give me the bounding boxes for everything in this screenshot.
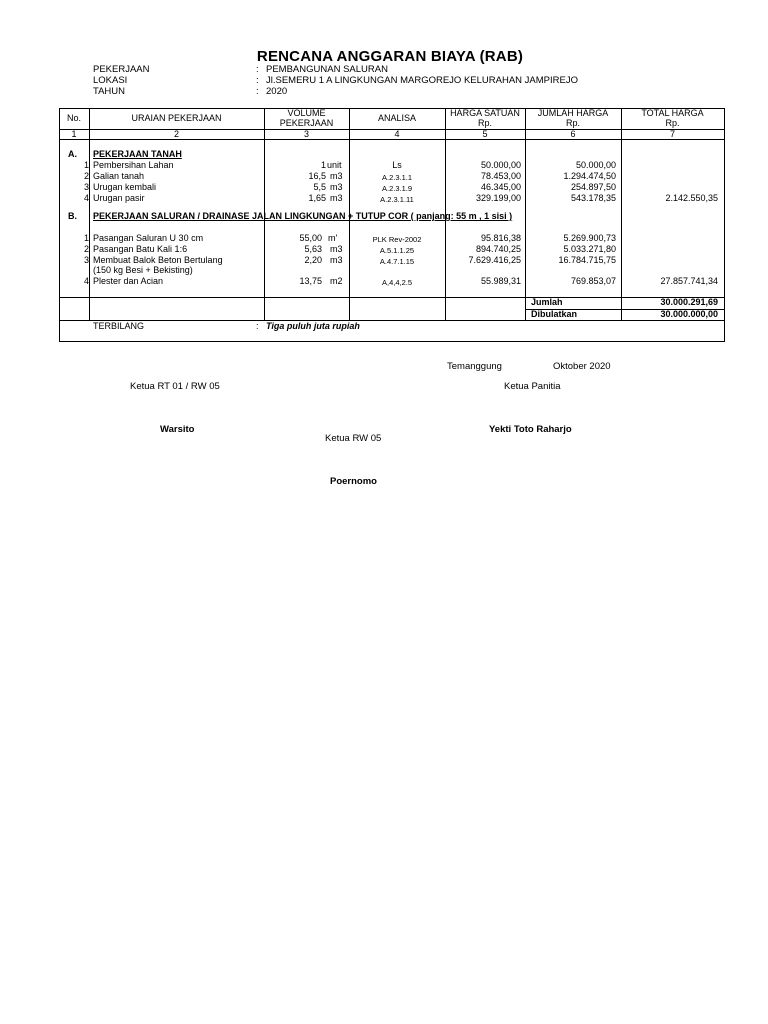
section-b-title: PEKERJAAN SALURAN / DRAINASE JALAN LINGKUNGAN + TUTUP COR ( panjang: 55 m , 1 sisi ) <box>93 211 513 221</box>
row-unit: m3 <box>330 255 343 265</box>
row-harga: 95.816,38 <box>480 233 521 243</box>
row-harga: 329.199,00 <box>475 193 521 203</box>
row-no: 4 <box>83 193 89 203</box>
row-harga: 7.629.416,25 <box>468 255 521 265</box>
row-uraian: Urugan kembali <box>93 182 157 192</box>
row-harga: 894.740,25 <box>475 244 521 254</box>
meta-value: Jl.SEMERU 1 A LINGKUNGAN MARGOREJO KELURAHAN JAMPIREJO <box>266 75 578 86</box>
header-jumlah-harga: JUMLAH HARGA <box>537 108 609 118</box>
row-unit: m3 <box>330 171 343 181</box>
left-signer-title: Ketua RT 01 / RW 05 <box>130 381 220 392</box>
row-jumlah: 16.784.715,75 <box>558 255 616 265</box>
meta-pekerjaan: PEKERJAAN : PEMBANGUNAN SALURAN <box>93 64 388 75</box>
right-signer-title: Ketua Panitia <box>504 381 561 392</box>
row-jumlah: 5.269.900,73 <box>563 233 616 243</box>
row-volume: 5,63 <box>304 244 322 254</box>
header-no: No. <box>66 113 81 123</box>
signature-place: Temanggung <box>447 361 502 372</box>
row-harga: 50.000,00 <box>480 160 521 170</box>
row-volume: 1 <box>320 160 326 170</box>
row-unit: m3 <box>330 193 343 203</box>
section-a-code: A. <box>68 149 77 159</box>
row-no: 1 <box>83 160 89 170</box>
row-uraian: Plester dan Acian <box>93 276 164 286</box>
header-total-rp: Rp. <box>665 118 680 128</box>
row-harga: 55.989,31 <box>480 276 521 286</box>
col-number: 4 <box>394 129 400 139</box>
jumlah-value: 30.000.291,69 <box>660 297 718 307</box>
row-analisa: Ls <box>392 160 402 170</box>
row-analisa: A.2.3.1.9 <box>381 184 413 193</box>
meta-value: 2020 <box>266 86 288 97</box>
col-number: 2 <box>173 129 179 139</box>
section-b-total: 27.857.741,34 <box>660 276 718 286</box>
row-volume: 2,20 <box>304 255 322 265</box>
dibulatkan-label: Dibulatkan <box>531 309 578 319</box>
row-uraian: Pembersihan Lahan <box>93 160 174 170</box>
left-signer-name: Warsito <box>160 424 195 435</box>
row-volume: 5,5 <box>313 182 326 192</box>
row-analisa: A.4.7.1.15 <box>379 257 415 266</box>
row-analisa: A.2.3.1.1 <box>381 173 413 182</box>
header-analisa: ANALISA <box>377 113 417 123</box>
row-no: 3 <box>83 182 89 192</box>
row-no: 2 <box>83 244 89 254</box>
meta-value: PEMBANGUNAN SALURAN <box>266 64 388 75</box>
row-jumlah: 254.897,50 <box>570 182 616 192</box>
dibulatkan-value: 30.000.000,00 <box>660 309 718 319</box>
row-no: 1 <box>83 233 89 243</box>
row-uraian: Urugan pasir <box>93 193 145 203</box>
col-number: 6 <box>570 129 576 139</box>
row-analisa: A.2.3.1.11 <box>380 195 414 204</box>
header-jumlah-rp: Rp. <box>565 118 580 128</box>
row-analisa: A.5.1.1.25 <box>379 246 415 255</box>
row-analisa: PLK Rev-2002 <box>372 235 422 244</box>
row-volume: 1,65 <box>308 193 326 203</box>
row-unit: m3 <box>330 182 343 192</box>
meta-label: LOKASI <box>93 75 128 86</box>
row-uraian: Pasangan Saluran U 30 cm <box>93 233 204 243</box>
row-jumlah: 5.033.271,80 <box>563 244 616 254</box>
header-uraian: URAIAN PEKERJAAN <box>131 113 222 123</box>
col-number: 5 <box>482 129 488 139</box>
meta-label: TAHUN <box>93 86 126 97</box>
terbilang-colon: : <box>256 321 259 331</box>
row-volume: 55,00 <box>299 233 322 243</box>
section-a-total: 2.142.550,35 <box>665 193 718 203</box>
section-b-code: B. <box>68 211 77 221</box>
meta-lokasi: LOKASI : Jl.SEMERU 1 A LINGKUNGAN MARGOREJO KELURAHAN JAMPIREJO <box>93 75 578 86</box>
center-signer-title: Ketua RW 05 <box>325 433 382 444</box>
terbilang-label: TERBILANG <box>93 321 145 331</box>
col-number: 1 <box>71 129 77 139</box>
row-unit: unit <box>327 160 342 170</box>
jumlah-label: Jumlah <box>531 297 563 307</box>
row-no: 2 <box>83 171 89 181</box>
row-unit: m3 <box>330 244 343 254</box>
row-harga: 78.453,00 <box>480 171 521 181</box>
col-number: 3 <box>303 129 309 139</box>
document-title: RENCANA ANGGARAN BIAYA (RAB) <box>256 48 524 65</box>
row-volume: 13,75 <box>299 276 322 286</box>
row-no: 4 <box>83 276 89 286</box>
row-no: 3 <box>83 255 89 265</box>
section-a-title: PEKERJAAN TANAH <box>93 149 182 159</box>
row-unit: m' <box>328 233 338 243</box>
row-volume: 16,5 <box>308 171 326 181</box>
row-analisa: A,4,4,2.5 <box>381 278 413 287</box>
terbilang-value: Tiga puluh juta rupiah <box>266 321 360 331</box>
row-harga: 46.345,00 <box>480 182 521 192</box>
row-unit: m2 <box>330 276 343 286</box>
row-jumlah: 1.294.474,50 <box>563 171 616 181</box>
signature-date: Oktober 2020 <box>553 361 611 372</box>
header-total-harga: TOTAL HARGA <box>641 108 704 118</box>
header-volume: VOLUME <box>287 108 326 118</box>
row-jumlah: 769.853,07 <box>570 276 616 286</box>
header-harga-satuan: HARGA SATUAN <box>450 108 520 118</box>
row-uraian: Membuat Balok Beton Bertulang <box>93 255 223 265</box>
row-uraian: Galian tanah <box>93 171 145 181</box>
header-volume-2: PEKERJAAN <box>279 118 334 128</box>
row-uraian-continued: (150 kg Besi + Bekisting) <box>93 265 193 275</box>
header-harga-rp: Rp. <box>477 118 492 128</box>
row-jumlah: 50.000,00 <box>575 160 616 170</box>
center-signer-name: Poernomo <box>330 476 377 487</box>
meta-tahun: TAHUN : 2020 <box>93 86 288 97</box>
col-number: 7 <box>669 129 675 139</box>
row-jumlah: 543.178,35 <box>570 193 616 203</box>
meta-label: PEKERJAAN <box>93 64 150 75</box>
row-uraian: Pasangan Batu Kali 1:6 <box>93 244 188 254</box>
right-signer-name: Yekti Toto Raharjo <box>489 424 572 435</box>
